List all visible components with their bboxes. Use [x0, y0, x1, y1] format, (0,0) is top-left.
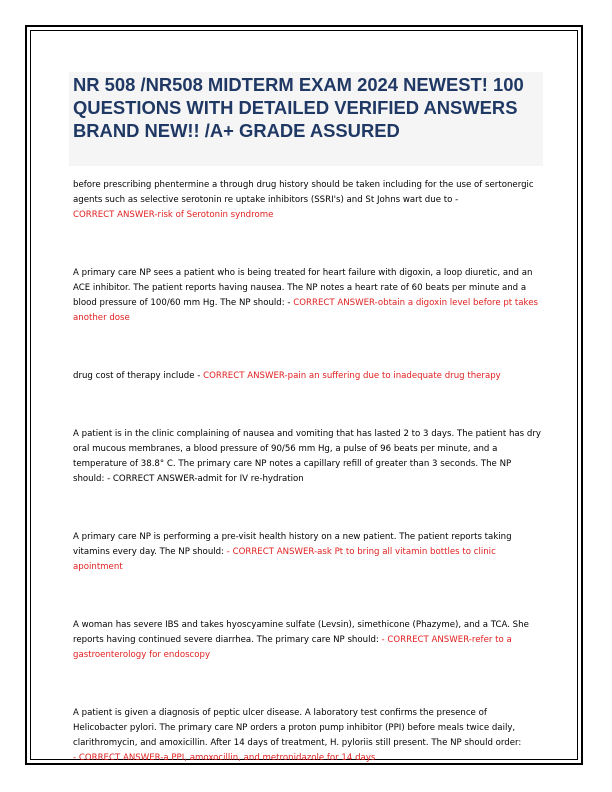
question-text: A primary care NP sees a patient who is being treated for heart failure with digoxin, a loop diuretic, and an ACE inhibitor. The patient reports having nausea. The NP notes a heart rate of 60 beats per minute and a blood pressure of 100/60 mm Hg. The NP should: -	[73, 268, 533, 308]
document-title: NR 508 /NR508 MIDTERM EXAM 2024 NEWEST! 100 QUESTIONS WITH DETAILED VERIFIED ANSWERS BRAND NEW!! /A+ GRADE ASSURED	[73, 74, 524, 141]
answer-text: - CORRECT ANSWER-refer to a gastroenterology for endoscopy	[73, 635, 512, 660]
question-text: before prescribing phentermine a through drug history should be taken including for the use of sertonergic agents such as selective serotonin re uptake inhibitors (SSRI's) and St Johns wart due to -	[73, 180, 534, 205]
question-text: drug cost of therapy include -	[73, 371, 201, 381]
question-text: A woman has severe IBS and takes hyoscyamine sulfate (Levsin), simethicone (Phazyme), and a TCA. She reports having continued severe diarrhea. The primary care NP should:	[73, 620, 529, 645]
answer-text: - CORRECT ANSWER-a PPI, amoxocillin, and metronidazole for 14 days	[73, 753, 376, 763]
qa-item-4	[73, 427, 541, 487]
question-text: A primary care NP is performing a pre-visit health history on a new patient. The patient reports taking vitamins every day. The NP should:	[73, 532, 512, 557]
qa-item-3	[73, 369, 541, 384]
qa-item-1	[73, 178, 541, 223]
answer-text: CORRECT ANSWER-obtain a digoxin level before pt takes another dose	[73, 298, 538, 323]
qa-item-2	[73, 266, 541, 326]
question-text: A patient is in the clinic complaining of nausea and vomiting that has lasted 2 to 3 days. The patient has dry oral mucous membranes, a blood pressure of 90/56 mm Hg, a pulse of 96 beats per minute, and a temperature of 38.8° C. The primary care NP notes a capillary refill of greater than 3 seconds. The NP should: - CORRECT ANSWER-admit for IV re-hydration	[73, 429, 541, 484]
qa-item-7	[73, 706, 541, 766]
answer-text: - CORRECT ANSWER-ask Pt to bring all vitamin bottles to clinic apointment	[73, 547, 496, 572]
question-text: A patient is given a diagnosis of peptic ulcer disease. A laboratory test confirms the presence of Helicobacter pylori. The primary care NP orders a proton pump inhibitor (PPI) before meals twice daily, clarithromycin, and amoxicillin. After 14 days of treatment, H. pyloriis still present. The NP should order:	[73, 708, 522, 748]
qa-item-5	[73, 530, 541, 575]
answer-text: CORRECT ANSWER-risk of Serotonin syndrome	[73, 210, 274, 220]
qa-item-6	[73, 618, 541, 663]
qa-list	[73, 178, 541, 766]
answer-text: CORRECT ANSWER-pain an suffering due to inadequate drug therapy	[203, 371, 501, 381]
